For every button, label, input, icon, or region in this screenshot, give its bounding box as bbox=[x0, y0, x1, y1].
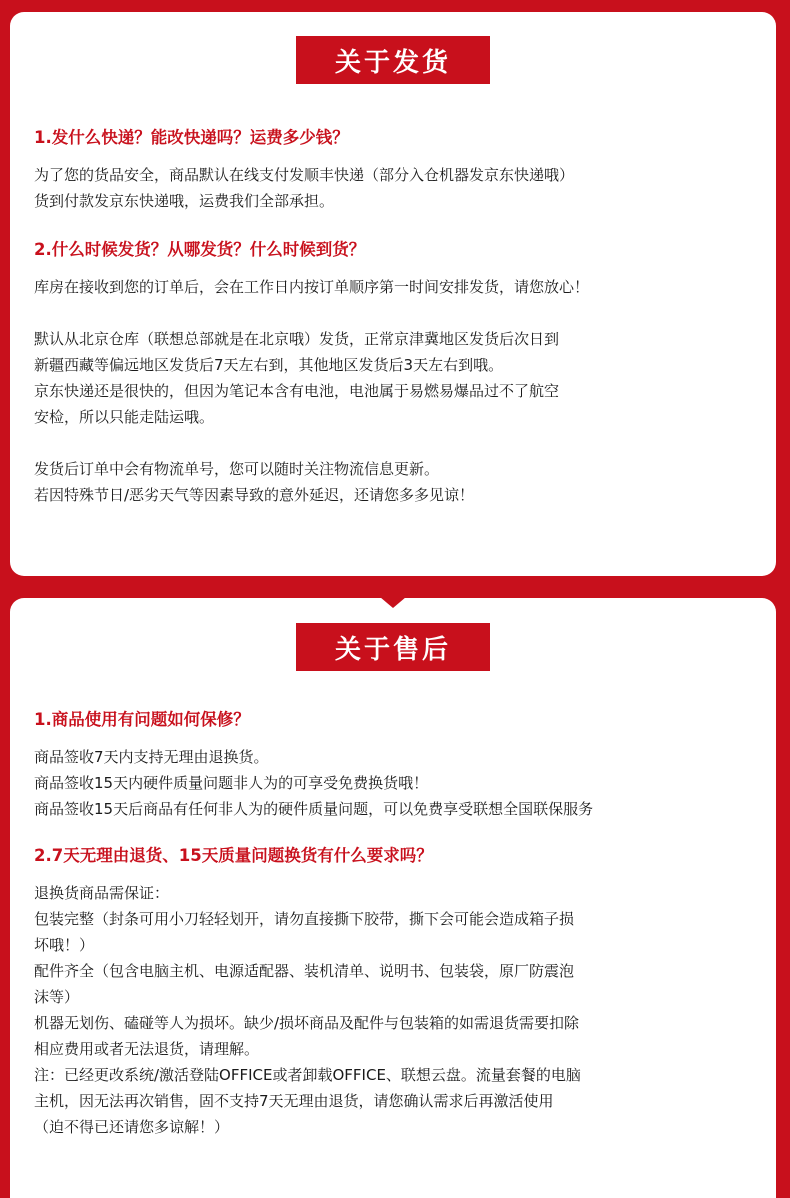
aftersales-answer-2-line: 主机，因无法再次销售，固不支持7天无理由退货，请您确认需求后再激活使用 bbox=[34, 1092, 554, 1110]
shipping-answer-2-line: 京东快递还是很快的，但因为笔记本含有电池，电池属于易燃易爆品过不了航空 bbox=[34, 382, 560, 400]
aftersales-answer-2-line: 沫等） bbox=[34, 988, 80, 1006]
aftersales-answer-2-line: 相应费用或者无法退货，请理解。 bbox=[34, 1040, 260, 1058]
shipping-answer-1-line: 为了您的货品安全，商品默认在线支付发顺丰快递（部分入仓机器发京东快递哦） bbox=[34, 166, 575, 184]
aftersales-answer-2-line: 退换货商品需保证： bbox=[34, 884, 170, 902]
shipping-card bbox=[10, 12, 776, 576]
card-notch-decoration bbox=[380, 597, 406, 608]
aftersales-answer-2-line: （迫不得已还请您多谅解！） bbox=[34, 1118, 230, 1136]
shipping-answer-2-line: 新疆西藏等偏远地区发货后7天左右到，其他地区发货后3天左右到哦。 bbox=[34, 356, 504, 374]
shipping-answer-2-line: 发货后订单中会有物流单号，您可以随时关注物流信息更新。 bbox=[34, 460, 440, 478]
shipping-question-2: 2.什么时候发货？从哪发货？什么时候到货？ bbox=[34, 240, 366, 259]
aftersales-answer-2-line: 包装完整（封条可用小刀轻轻划开，请勿直接撕下胶带，撕下会可能会造成箱子损 bbox=[34, 910, 575, 928]
shipping-content bbox=[34, 124, 756, 508]
aftersales-answer-1-line: 商品签收15天内硬件质量问题非人为的可享受免费换货哦！ bbox=[34, 774, 429, 792]
shipping-question-1: 1.发什么快递？能改快递吗？运费多少钱？ bbox=[34, 128, 349, 147]
shipping-answer-2-line: 安检，所以只能走陆运哦。 bbox=[34, 408, 215, 426]
aftersales-answer-2-line: 注：已经更改系统/激活登陆OFFICE或者卸载OFFICE、联想云盘。流量套餐的电脑 bbox=[34, 1066, 581, 1084]
aftersales-card bbox=[10, 598, 776, 1198]
shipping-answer-2-line: 默认从北京仓库（联想总部就是在北京哦）发货，正常京津冀地区发货后次日到 bbox=[34, 330, 560, 348]
aftersales-content bbox=[34, 706, 756, 1140]
aftersales-answer-2-line: 机器无划伤、磕碰等人为损坏。缺少/损坏商品及配件与包装箱的如需退货需要扣除 bbox=[34, 1014, 580, 1032]
aftersales-title: 关于售后 bbox=[296, 623, 490, 671]
shipping-answer-1-line: 货到付款发京东快递哦，运费我们全部承担。 bbox=[34, 192, 335, 210]
shipping-answer-2-line: 若因特殊节日/恶劣天气等因素导致的意外延迟，还请您多多见谅！ bbox=[34, 486, 475, 504]
aftersales-answer-1-line: 商品签收7天内支持无理由退换货。 bbox=[34, 748, 269, 766]
aftersales-question-2: 2.7天无理由退货、15天质量问题换货有什么要求吗？ bbox=[34, 846, 433, 865]
shipping-answer-2-line: 库房在接收到您的订单后，会在工作日内按订单顺序第一时间安排发货，请您放心！ bbox=[34, 278, 590, 296]
aftersales-question-1: 1.商品使用有问题如何保修？ bbox=[34, 710, 250, 729]
shipping-title: 关于发货 bbox=[296, 36, 490, 84]
aftersales-answer-2-line: 配件齐全（包含电脑主机、电源适配器、装机清单、说明书、包装袋，原厂防震泡 bbox=[34, 962, 575, 980]
aftersales-answer-1-line: 商品签收15天后商品有任何非人为的硬件质量问题，可以免费享受联想全国联保服务 bbox=[34, 800, 594, 818]
aftersales-answer-2-line: 坏哦！） bbox=[34, 936, 95, 954]
